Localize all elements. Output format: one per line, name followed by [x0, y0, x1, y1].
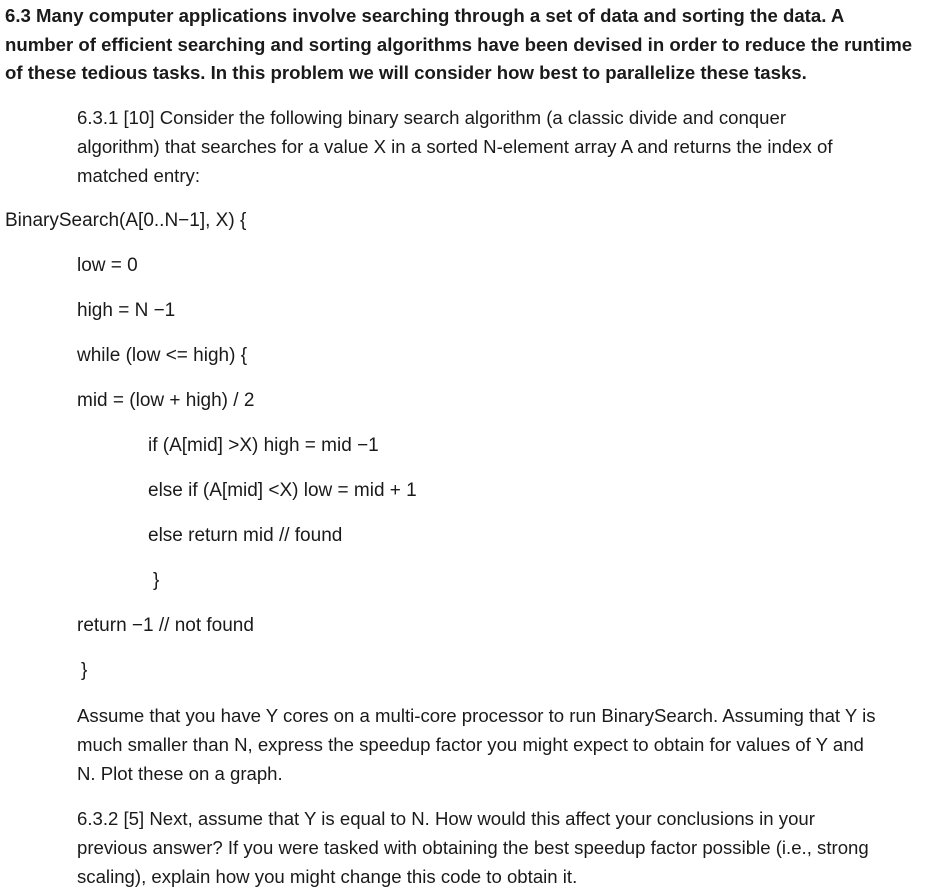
paragraph-line: N. Plot these on a graph. [77, 763, 283, 784]
code-line-else-return: else return mid // found [148, 525, 343, 546]
intro-line: of these tedious tasks. In this problem we will consider how best to parallelize these tasks. [5, 62, 807, 83]
paragraph-line: 6.3.1 [10] Consider the following binary search algorithm (a classic divide and conquer [77, 107, 787, 128]
paragraph-line: algorithm) that searches for a value X in a sorted N-element array A and returns the index of [77, 136, 833, 157]
code-line-while: while (low <= high) { [77, 345, 248, 366]
code-line-return: return −1 // not found [77, 615, 254, 636]
code-line-low: low = 0 [77, 255, 138, 276]
paragraph-line: previous answer? If you were tasked with obtaining the best speedup factor possible (i.e., strong [77, 837, 869, 858]
code-line-close-brace: } [81, 660, 88, 681]
code-signature: BinarySearch(A[0..N−1], X) { [5, 210, 247, 231]
code-line-else-if: else if (A[mid] <X) low = mid + 1 [148, 480, 417, 501]
code-line-mid: mid = (low + high) / 2 [77, 390, 255, 411]
paragraph-line: scaling), explain how you might change this code to obtain it. [77, 866, 578, 887]
intro-line: number of efficient searching and sorting algorithms have been devised in order to reduce the runtime [5, 34, 913, 55]
code-line-close-brace: } [153, 570, 160, 591]
paragraph-line: 6.3.2 [5] Next, assume that Y is equal to N. How would this affect your conclusions in your [77, 808, 815, 829]
intro-line: 6.3 Many computer applications involve searching through a set of data and sorting the data. A [5, 5, 845, 26]
code-line-if: if (A[mid] >X) high = mid −1 [148, 435, 379, 456]
code-line-high: high = N −1 [77, 300, 176, 321]
paragraph-line: matched entry: [77, 165, 200, 186]
paragraph-line: Assume that you have Y cores on a multi-core processor to run BinarySearch. Assuming that Y is [77, 705, 876, 726]
paragraph-line: much smaller than N, express the speedup factor you might expect to obtain for values of Y and [77, 734, 864, 755]
